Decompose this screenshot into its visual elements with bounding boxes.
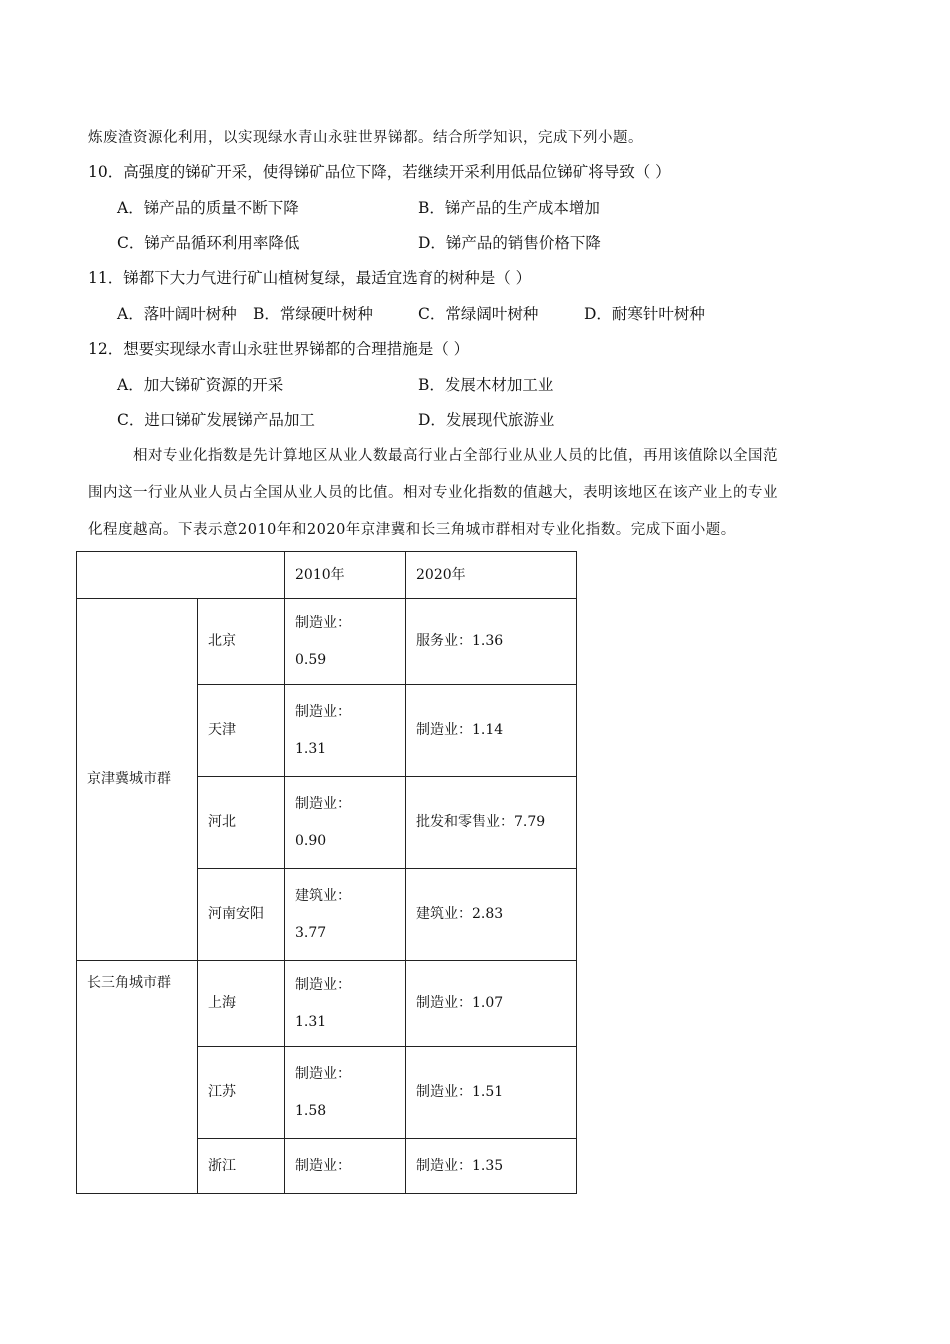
region-cell: 浙江	[198, 1139, 285, 1194]
value-2020-cell: 建筑业：2.83	[406, 869, 577, 961]
question-11-stem: 11．锑都下大力气进行矿山植树复绿，最适宜选育的树种是（ ）	[88, 269, 532, 287]
value-2010-label: 制造业：	[295, 976, 351, 993]
value-2020-cell: 制造业：1.51	[406, 1047, 577, 1139]
specialization-table	[76, 551, 577, 1194]
question-12-option-b: B．发展木材加工业	[418, 376, 554, 394]
value-2010-cell	[285, 961, 406, 1047]
header-blank-cell	[77, 552, 285, 599]
value-2010-label: 制造业：	[295, 795, 351, 812]
value-2010-cell	[285, 1047, 406, 1139]
question-12-option-a: A．加大锑矿资源的开采	[117, 376, 284, 394]
passage-line-1: 相对专业化指数是先计算地区从业人数最高行业占全部行业从业人员的比值，再用该值除以全国范	[133, 448, 778, 464]
passage-line-2: 围内这一行业从业人员占全国从业人员的比值。相对专业化指数的值越大，表明该地区在该产业上的专业	[88, 485, 778, 501]
value-2020-cell: 批发和零售业：7.79	[406, 777, 577, 869]
value-2010-cell	[285, 869, 406, 961]
question-10-stem: 10．高强度的锑矿开采，使得锑矿品位下降，若继续开采利用低品位锑矿将导致（ ）	[88, 163, 671, 181]
value-2010-label: 建筑业：	[295, 887, 351, 904]
value-2010-label: 制造业：	[295, 1065, 351, 1082]
value-2010-number: 0.59	[295, 651, 327, 668]
question-11-option-c: C．常绿阔叶树种	[418, 305, 539, 323]
region-cell: 北京	[198, 599, 285, 685]
value-2010-number: 1.31	[295, 740, 327, 757]
value-2010-label: 制造业：	[295, 614, 351, 631]
passage-line-3: 化程度越高。下表示意2010年和2020年京津冀和长三角城市群相对专业化指数。完成下面小题。	[88, 522, 736, 538]
group-changsanjiao: 长三角城市群	[77, 961, 198, 1194]
table-header-row	[77, 552, 577, 599]
value-2010-cell	[285, 777, 406, 869]
region-cell: 天津	[198, 685, 285, 777]
value-2020-cell: 制造业：1.07	[406, 961, 577, 1047]
value-2010-number: 1.58	[295, 1102, 327, 1119]
value-2020-cell: 服务业：1.36	[406, 599, 577, 685]
table-row	[77, 599, 577, 685]
region-cell: 河南安阳	[198, 869, 285, 961]
table-row	[77, 961, 577, 1047]
value-2010-number: 3.77	[295, 924, 327, 941]
value-2020-cell: 制造业：1.35	[406, 1139, 577, 1194]
value-2010-number: 1.31	[295, 1013, 327, 1030]
question-10-option-a: A．锑产品的质量不断下降	[117, 199, 299, 217]
region-cell: 上海	[198, 961, 285, 1047]
question-11-option-d: D．耐寒针叶树种	[584, 305, 705, 323]
intro-tail: 炼废渣资源化利用，以实现绿水青山永驻世界锑都。结合所学知识，完成下列小题。	[88, 130, 643, 146]
region-cell: 江苏	[198, 1047, 285, 1139]
group-jingjinji: 京津冀城市群	[77, 599, 198, 961]
region-cell: 河北	[198, 777, 285, 869]
value-2010-cell	[285, 685, 406, 777]
question-11-option-a: A．落叶阔叶树种	[117, 305, 237, 323]
question-12-stem: 12．想要实现绿水青山永驻世界锑都的合理措施是（ ）	[88, 340, 470, 358]
value-2010-cell	[285, 599, 406, 685]
value-2010-label: 制造业：	[295, 703, 351, 720]
header-2010: 2010年	[285, 552, 406, 599]
value-2020-cell: 制造业：1.14	[406, 685, 577, 777]
question-10-option-d: D．锑产品的销售价格下降	[418, 234, 601, 252]
value-2010-cell	[285, 1139, 406, 1194]
question-12-option-d: D．发展现代旅游业	[418, 411, 555, 429]
question-12-option-c: C．进口锑矿发展锑产品加工	[117, 411, 315, 429]
value-2010-label: 制造业：	[295, 1157, 351, 1174]
question-11-option-b: B．常绿硬叶树种	[253, 305, 373, 323]
question-10-option-c: C．锑产品循环利用率降低	[117, 234, 300, 252]
header-2020: 2020年	[406, 552, 577, 599]
question-10-option-b: B．锑产品的生产成本增加	[418, 199, 600, 217]
value-2010-number: 0.90	[295, 832, 327, 849]
